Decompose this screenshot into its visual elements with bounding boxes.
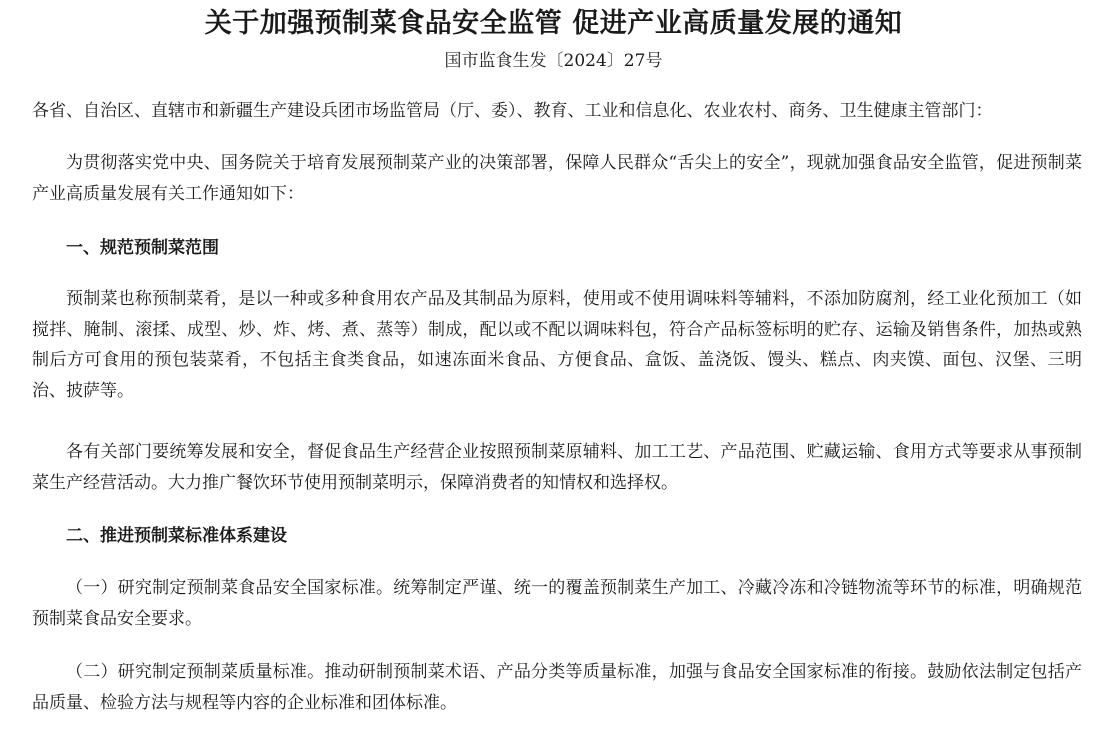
section-1-paragraph-2: 各有关部门要统筹发展和安全，督促食品生产经营企业按照预制菜原辅料、加工工艺、产品范围、贮藏运输、食用方式等要求从事预制菜生产经营活动。大力推广餐饮环节使用预制菜明示，保障消费者的知情权和选择权。 <box>32 442 1082 493</box>
section-1-heading: 一、规范预制菜范围 <box>66 238 219 258</box>
section-2-heading: 二、推进预制菜标准体系建设 <box>66 526 287 546</box>
document-number: 国市监食生发〔2024〕27号 <box>444 51 663 71</box>
intro-paragraph: 为贯彻落实党中央、国务院关于培育发展预制菜产业的决策部署，保障人民群众“舌尖上的安全”，现就加强食品安全监管，促进预制菜产业高质量发展有关工作通知如下： <box>32 153 1082 204</box>
section-2-item-1: （一）研究制定预制菜食品安全国家标准。统筹制定严谨、统一的覆盖预制菜生产加工、冷藏冷冻和冷链物流等环节的标准，明确规范预制菜食品安全要求。 <box>32 578 1082 629</box>
section-2-item-2: （二）研究制定预制菜质量标准。推动研制预制菜术语、产品分类等质量标准，加强与食品安全国家标准的衔接。鼓励依法制定包括产品质量、检验方法与规程等内容的企业标准和团体标准。 <box>32 662 1082 713</box>
document-title: 关于加强预制菜食品安全监管 促进产业高质量发展的通知 <box>204 8 903 39</box>
addressee-line: 各省、自治区、直辖市和新疆生产建设兵团市场监管局（厅、委）、教育、工业和信息化、农业农村、商务、卫生健康主管部门： <box>32 101 993 121</box>
section-1-paragraph-1: 预制菜也称预制菜肴，是以一种或多种食用农产品及其制品为原料，使用或不使用调味料等辅料，不添加防腐剂，经工业化预加工（如搅拌、腌制、滚揉、成型、炒、炸、烤、煮、蒸等）制成，配以或不配以调味料包，符合产品标签标明的贮存、运输及销售条件，加热或熟制后方可食用的预包装菜肴，不包括主食类食品，如速冻面米食品、方便食品、盒饭、盖浇饭、馒头、糕点、肉夹馍、面包、汉堡、三明治、披萨等。 <box>32 289 1082 401</box>
